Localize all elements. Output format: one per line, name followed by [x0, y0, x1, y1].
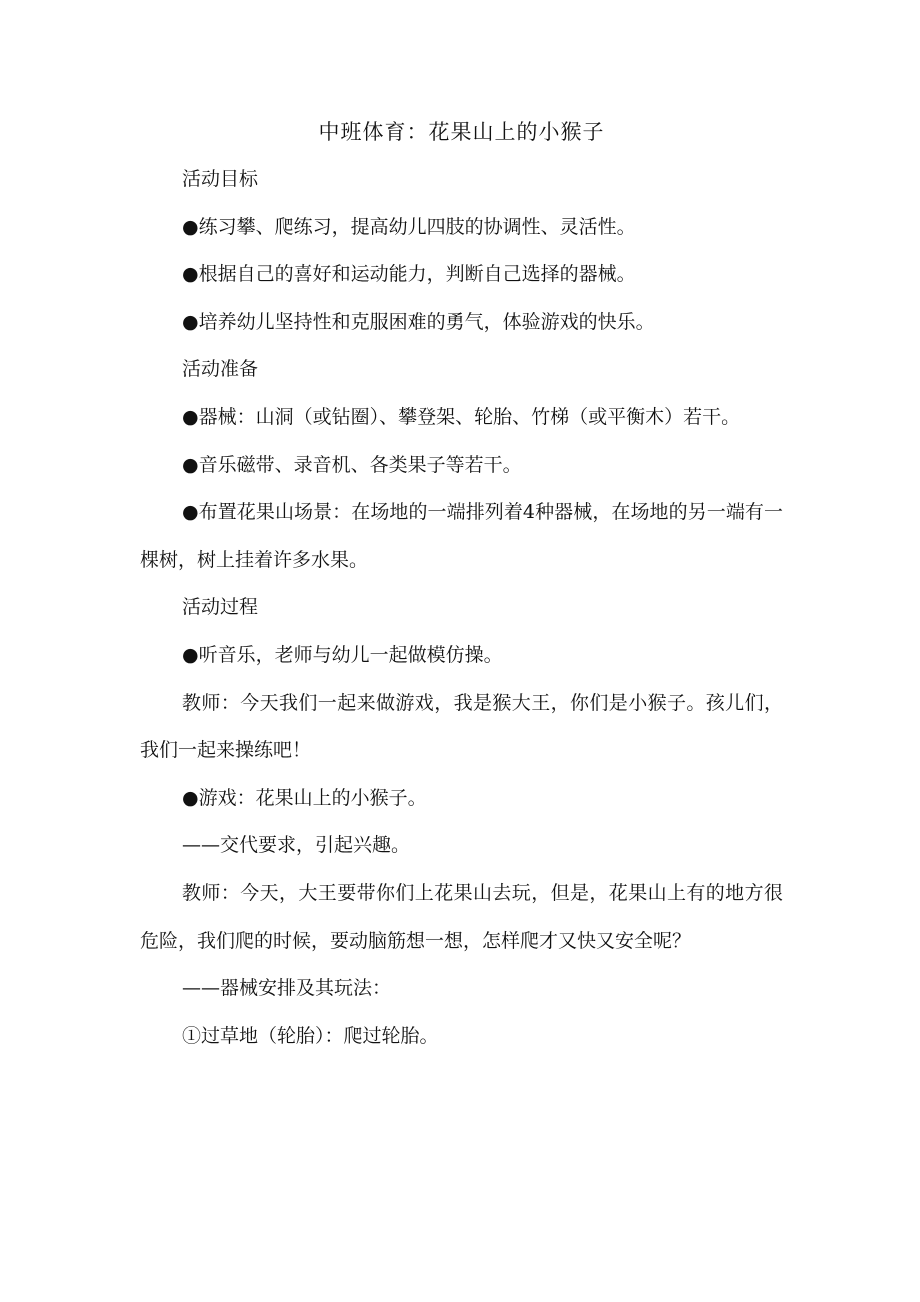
- paragraph: ●根据自己的喜好和运动能力，判断自己选择的器械。: [182, 263, 636, 286]
- document-title: 中班体育：花果山上的小猴子: [318, 120, 605, 144]
- paragraph: ——器械安排及其玩法：: [182, 977, 392, 1000]
- paragraph: ①过草地（轮胎）：爬过轮胎。: [182, 1024, 439, 1047]
- section-heading-goals: 活动目标: [182, 168, 259, 190]
- paragraph: ●游戏：花果山上的小猴子。: [182, 786, 427, 809]
- paragraph: ●练习攀、爬练习，提高幼儿四肢的协调性、灵活性。: [182, 215, 636, 238]
- document-body: [140, 108, 783, 1060]
- section-heading-process: 活动过程: [182, 596, 259, 619]
- paragraph: ●音乐磁带、录音机、各类果子等若干。: [182, 453, 522, 476]
- paragraph: ●培养幼儿坚持性和克服困难的勇气，体验游戏的快乐。: [182, 310, 655, 333]
- paragraph: ●听音乐，老师与幼儿一起做模仿操。: [182, 643, 503, 666]
- paragraph: ●器械：山洞（或钻圈）、攀登架、轮胎、竹梯（或平衡木）若干。: [182, 405, 741, 428]
- paragraph: ●布置花果山场景：在场地的一端排列着4种器械，在场地的另一端有一棵树，树上挂着许多水果。: [140, 501, 783, 571]
- section-heading-preparation: 活动准备: [182, 358, 259, 381]
- paragraph: 教师：今天，大王要带你们上花果山去玩，但是，花果山上有的地方很危险，我们爬的时候，要动脑筋想一想，怎样爬才又快又安全呢？: [140, 881, 783, 952]
- paragraph: ——交代要求，引起兴趣。: [182, 834, 411, 857]
- paragraph: 教师：今天我们一起来做游戏，我是猴大王，你们是小猴子。孩儿们，我们一起来操练吧！: [140, 691, 783, 762]
